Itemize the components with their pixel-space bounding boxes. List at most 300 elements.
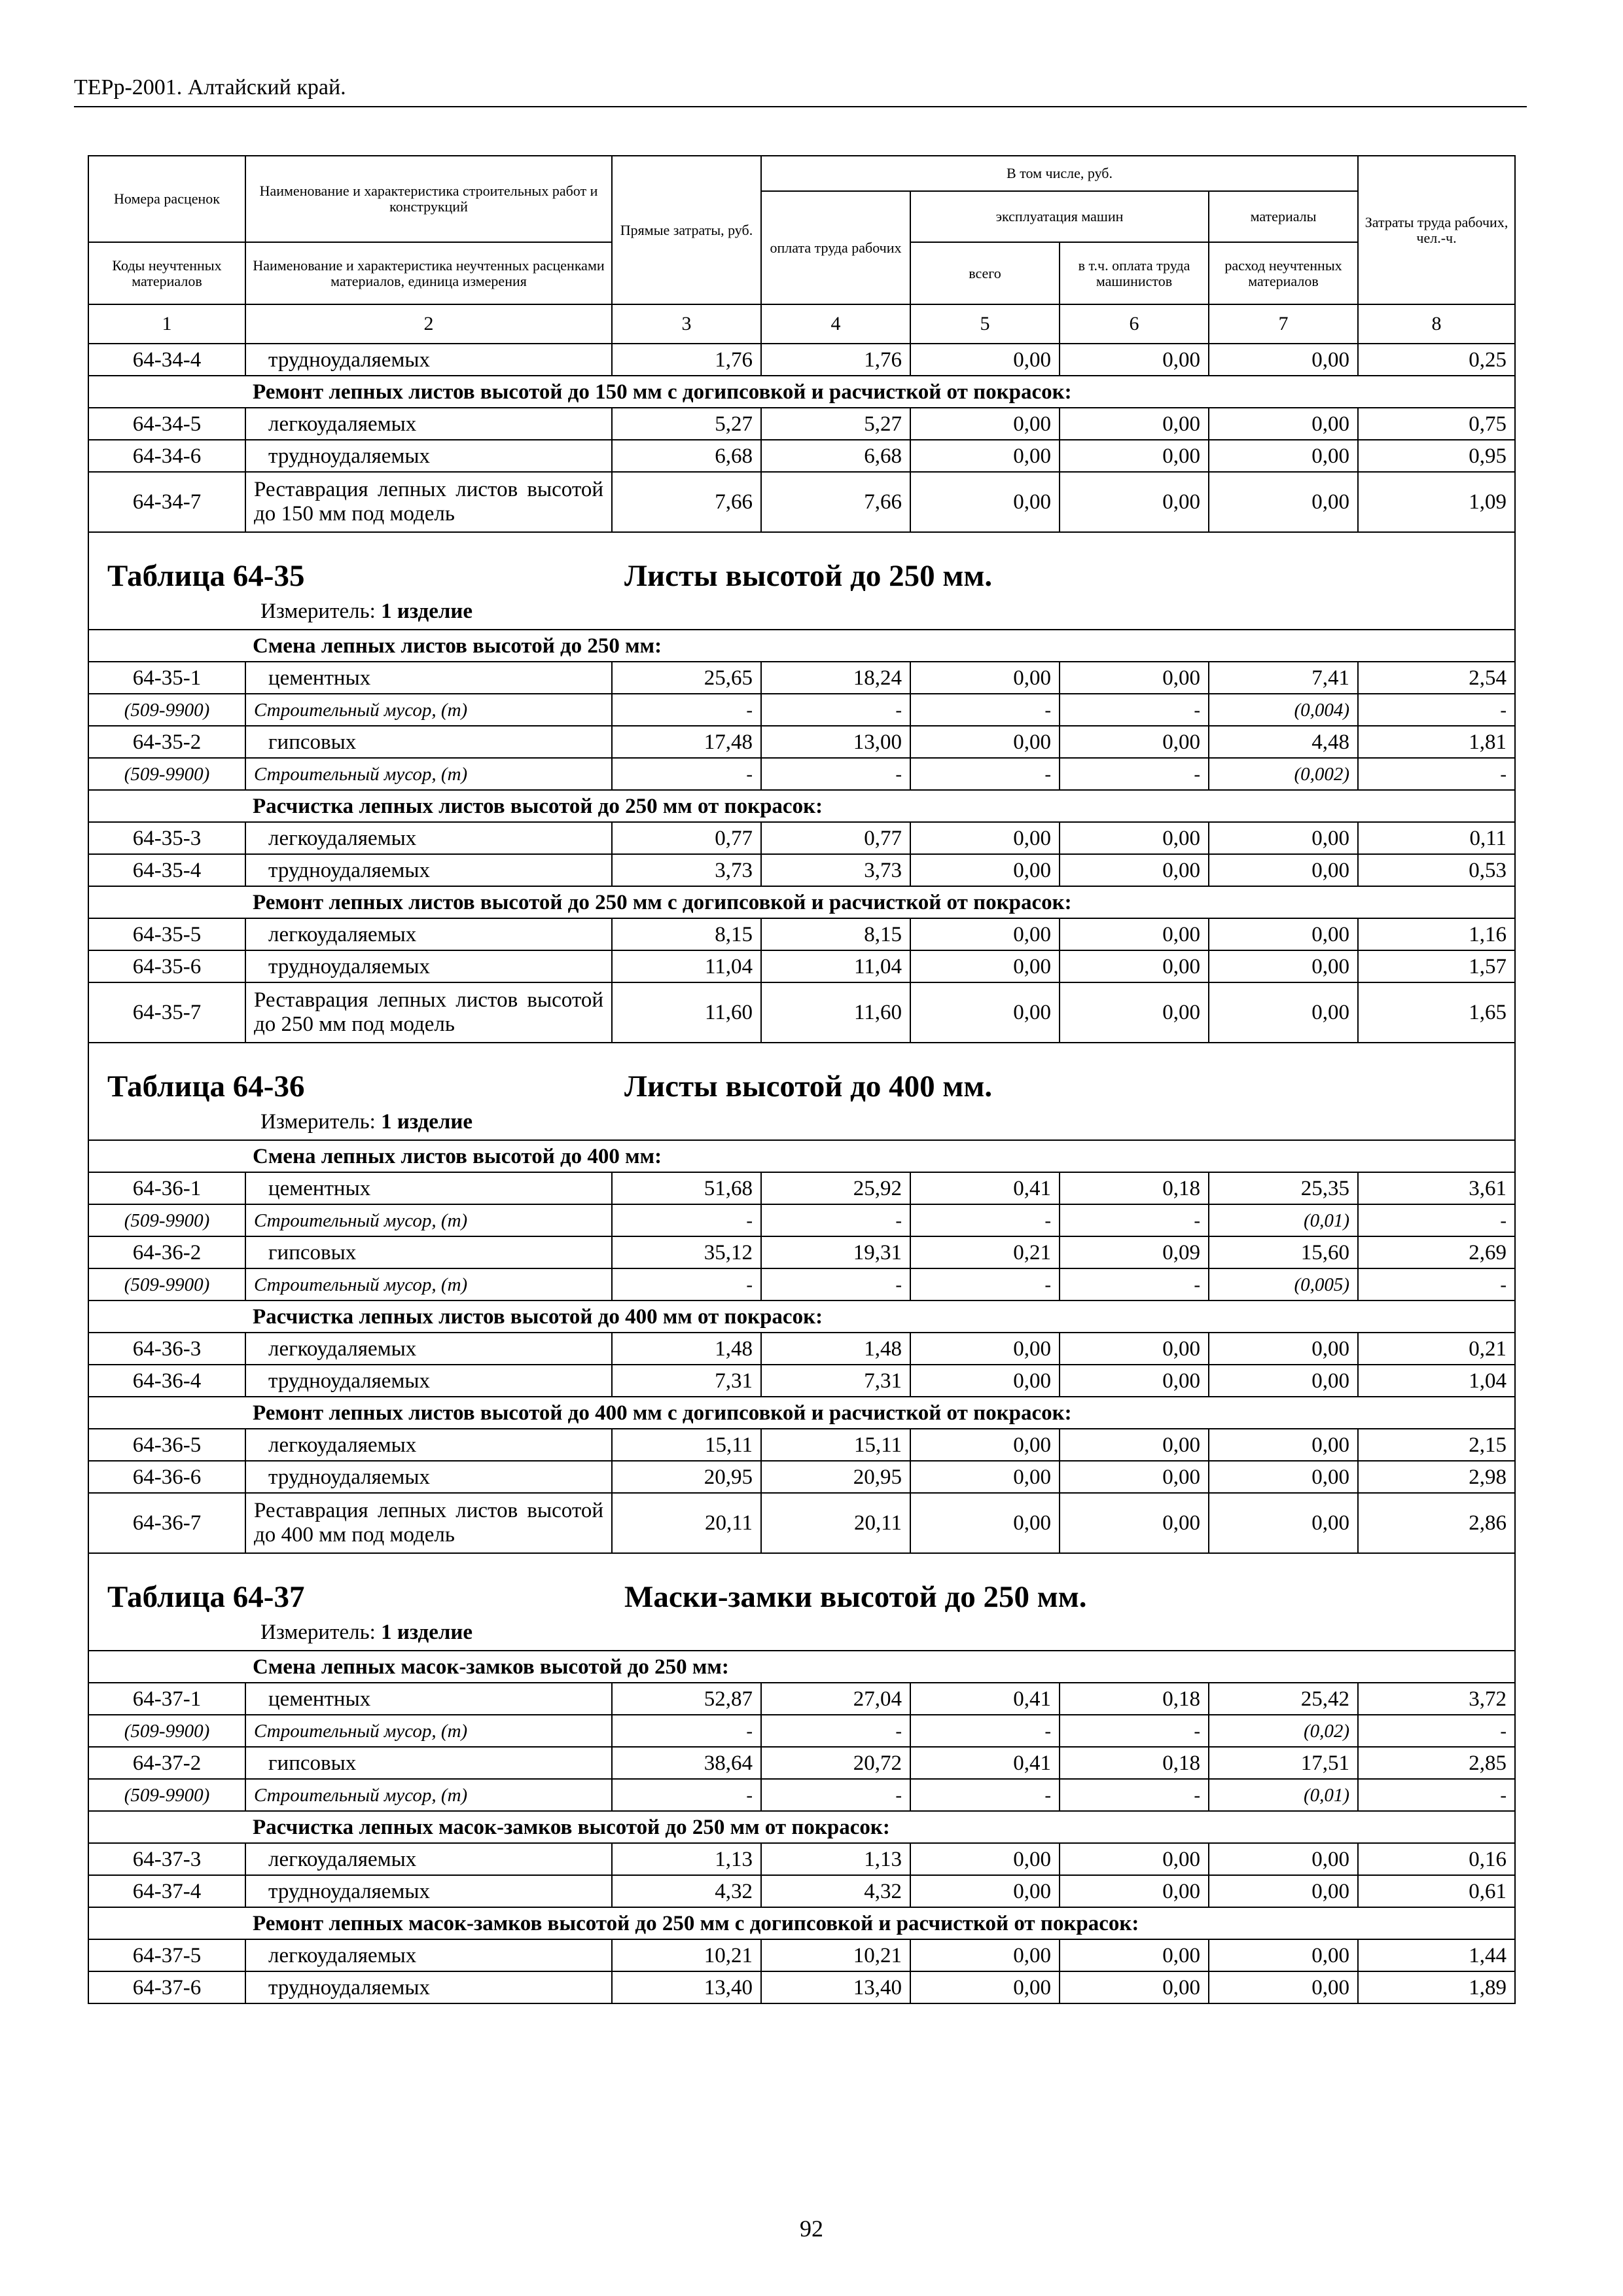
rate-row: [88, 408, 1515, 440]
value-cell: -: [612, 1268, 761, 1300]
rate-code: 64-34-6: [88, 440, 245, 472]
section-title: Расчистка лепных листов высотой до 250 мм от покрасок:: [88, 790, 1515, 822]
value-cell: 0,00: [910, 1971, 1060, 2003]
material-name: Строительный мусор, (т): [245, 1779, 612, 1811]
value-cell: 0,53: [1358, 854, 1515, 886]
section-row: [88, 1140, 1515, 1172]
material-row: [88, 1268, 1515, 1300]
value-cell: 1,89: [1358, 1971, 1515, 2003]
rate-code: 64-37-1: [88, 1683, 245, 1715]
value-cell: 6,68: [612, 440, 761, 472]
value-cell: 0,77: [612, 822, 761, 854]
rate-code: 64-36-2: [88, 1236, 245, 1268]
value-cell: 0,00: [910, 1843, 1060, 1875]
value-cell: 0,00: [1209, 408, 1358, 440]
value-cell: 19,31: [761, 1236, 910, 1268]
value-cell: 0,00: [1060, 854, 1209, 886]
table-header: [88, 156, 1515, 344]
header-material-names: Наименование и характеристика неучтенных расценками материалов, единица измерения: [245, 242, 612, 304]
measure-label: Измеритель:: [260, 1620, 376, 1644]
value-cell: (0,01): [1209, 1779, 1358, 1811]
value-cell: 0,00: [1209, 1971, 1358, 2003]
value-cell: 2,85: [1358, 1747, 1515, 1779]
rate-name: легкоудаляемых: [245, 918, 612, 950]
value-cell: 1,44: [1358, 1939, 1515, 1971]
value-cell: -: [761, 1204, 910, 1236]
measure-cell: [88, 593, 1515, 630]
value-cell: -: [612, 1715, 761, 1747]
measure-cell: [88, 1103, 1515, 1140]
rates-table: [88, 155, 1516, 2004]
rate-code: 64-36-3: [88, 1333, 245, 1365]
value-cell: 25,35: [1209, 1172, 1358, 1204]
value-cell: -: [1358, 1268, 1515, 1300]
rate-name: Реставрация лепных листов высотой до 250 мм под модель: [245, 982, 612, 1043]
value-cell: 20,95: [761, 1461, 910, 1493]
value-cell: -: [761, 694, 910, 726]
value-cell: -: [761, 1715, 910, 1747]
value-cell: 3,72: [1358, 1683, 1515, 1715]
value-cell: 0,00: [910, 950, 1060, 982]
material-code: (509-9900): [88, 1779, 245, 1811]
value-cell: 0,41: [910, 1747, 1060, 1779]
value-cell: 0,18: [1060, 1683, 1209, 1715]
column-number: 5: [910, 304, 1060, 344]
rate-name: цементных: [245, 1683, 612, 1715]
header-direct-costs: Прямые затраты, руб.: [612, 156, 761, 304]
value-cell: 10,21: [612, 1939, 761, 1971]
column-number: 3: [612, 304, 761, 344]
material-code: (509-9900): [88, 758, 245, 790]
value-cell: (0,01): [1209, 1204, 1358, 1236]
measure-unit: [97, 1109, 1507, 1134]
value-cell: 1,57: [1358, 950, 1515, 982]
value-cell: 35,12: [612, 1236, 761, 1268]
value-cell: 13,00: [761, 726, 910, 758]
value-cell: 0,00: [910, 1493, 1060, 1553]
measure-label: Измеритель:: [260, 1109, 376, 1134]
measure-value: 1 изделие: [381, 1620, 473, 1644]
value-cell: 17,51: [1209, 1747, 1358, 1779]
value-cell: 0,00: [1209, 1875, 1358, 1907]
value-cell: 0,18: [1060, 1747, 1209, 1779]
column-number: 6: [1060, 304, 1209, 344]
value-cell: 0,00: [910, 1939, 1060, 1971]
value-cell: 20,11: [761, 1493, 910, 1553]
value-cell: 0,00: [1060, 918, 1209, 950]
value-cell: 25,42: [1209, 1683, 1358, 1715]
value-cell: 0,00: [910, 1875, 1060, 1907]
value-cell: 1,48: [761, 1333, 910, 1365]
value-cell: -: [612, 1204, 761, 1236]
rate-name: гипсовых: [245, 726, 612, 758]
value-cell: 0,00: [1209, 440, 1358, 472]
header-total: всего: [910, 242, 1060, 304]
value-cell: 0,00: [910, 662, 1060, 694]
material-row: [88, 1779, 1515, 1811]
rate-code: 64-36-4: [88, 1365, 245, 1397]
value-cell: -: [910, 1779, 1060, 1811]
rate-row: [88, 1236, 1515, 1268]
material-name: Строительный мусор, (т): [245, 758, 612, 790]
value-cell: 1,76: [761, 344, 910, 376]
table-title: [89, 533, 1514, 593]
measure-cell: [88, 1614, 1515, 1651]
value-cell: -: [1060, 1779, 1209, 1811]
value-cell: 27,04: [761, 1683, 910, 1715]
rate-code: 64-35-5: [88, 918, 245, 950]
material-name: Строительный мусор, (т): [245, 1204, 612, 1236]
value-cell: 0,00: [1209, 1365, 1358, 1397]
rate-code: 64-34-7: [88, 472, 245, 532]
section-title: Расчистка лепных листов высотой до 400 мм от покрасок:: [88, 1300, 1515, 1333]
section-row: [88, 1300, 1515, 1333]
value-cell: 4,32: [612, 1875, 761, 1907]
value-cell: 0,00: [1060, 1365, 1209, 1397]
measure-row: [88, 593, 1515, 630]
measure-unit: [97, 599, 1507, 624]
value-cell: 1,81: [1358, 726, 1515, 758]
value-cell: (0,005): [1209, 1268, 1358, 1300]
rate-row: [88, 1747, 1515, 1779]
value-cell: 7,31: [612, 1365, 761, 1397]
value-cell: 0,16: [1358, 1843, 1515, 1875]
value-cell: 0,00: [1060, 950, 1209, 982]
rate-code: 64-35-4: [88, 854, 245, 886]
value-cell: 0,00: [910, 1429, 1060, 1461]
measure-label: Измеритель:: [260, 599, 376, 623]
value-cell: 11,04: [612, 950, 761, 982]
value-cell: 15,60: [1209, 1236, 1358, 1268]
value-cell: 0,00: [1209, 1461, 1358, 1493]
rate-row: [88, 1172, 1515, 1204]
value-cell: 0,00: [1060, 1429, 1209, 1461]
value-cell: -: [761, 1268, 910, 1300]
value-cell: -: [1060, 758, 1209, 790]
column-number: 2: [245, 304, 612, 344]
value-cell: 51,68: [612, 1172, 761, 1204]
value-cell: 0,00: [1060, 1461, 1209, 1493]
material-name: Строительный мусор, (т): [245, 1715, 612, 1747]
value-cell: 11,60: [612, 982, 761, 1043]
value-cell: 3,73: [612, 854, 761, 886]
value-cell: 1,13: [612, 1843, 761, 1875]
table-body: [88, 344, 1515, 2003]
header-in-total-of: В том числе, руб.: [761, 156, 1358, 191]
rate-row: [88, 1365, 1515, 1397]
table-title-cell: [88, 532, 1515, 593]
rate-row: [88, 982, 1515, 1043]
rate-code: 64-35-2: [88, 726, 245, 758]
rate-name: трудноудаляемых: [245, 950, 612, 982]
value-cell: 0,41: [910, 1683, 1060, 1715]
value-cell: -: [1358, 1779, 1515, 1811]
value-cell: 1,48: [612, 1333, 761, 1365]
rate-name: гипсовых: [245, 1747, 612, 1779]
rate-name: гипсовых: [245, 1236, 612, 1268]
column-number: 4: [761, 304, 910, 344]
section-title: Ремонт лепных листов высотой до 250 мм с догипсовкой и расчисткой от покрасок:: [88, 886, 1515, 918]
section-title: Расчистка лепных масок-замков высотой до 250 мм от покрасок:: [88, 1811, 1515, 1843]
value-cell: 25,65: [612, 662, 761, 694]
value-cell: 0,21: [910, 1236, 1060, 1268]
document-title: ТЕРр-2001. Алтайский край.: [74, 75, 346, 99]
value-cell: 0,00: [1209, 1333, 1358, 1365]
value-cell: 3,61: [1358, 1172, 1515, 1204]
value-cell: -: [612, 758, 761, 790]
value-cell: -: [1358, 1204, 1515, 1236]
value-cell: 0,00: [910, 1333, 1060, 1365]
value-cell: 1,65: [1358, 982, 1515, 1043]
rate-name: цементных: [245, 1172, 612, 1204]
value-cell: -: [1060, 1715, 1209, 1747]
rate-code: 64-37-6: [88, 1971, 245, 2003]
value-cell: 0,00: [1209, 1939, 1358, 1971]
value-cell: 7,41: [1209, 662, 1358, 694]
value-cell: 0,00: [910, 440, 1060, 472]
value-cell: 3,73: [761, 854, 910, 886]
section-title: Смена лепных листов высотой до 400 мм:: [88, 1140, 1515, 1172]
table-heading: Маски-замки высотой до 250 мм.: [624, 1580, 1087, 1614]
value-cell: 11,60: [761, 982, 910, 1043]
header-materials: материалы: [1209, 191, 1358, 242]
value-cell: 0,00: [1060, 1971, 1209, 2003]
value-cell: (0,002): [1209, 758, 1358, 790]
value-cell: -: [1060, 1268, 1209, 1300]
rate-row: [88, 662, 1515, 694]
column-number: 1: [88, 304, 245, 344]
value-cell: 0,00: [1209, 1493, 1358, 1553]
value-cell: 0,00: [910, 408, 1060, 440]
value-cell: 7,31: [761, 1365, 910, 1397]
header-material-usage: расход неучтенных материалов: [1209, 242, 1358, 304]
value-cell: -: [1060, 694, 1209, 726]
header-work-name: Наименование и характеристика строительных работ и конструкций: [245, 156, 612, 242]
value-cell: 0,00: [1060, 1875, 1209, 1907]
material-row: [88, 1204, 1515, 1236]
rate-row: [88, 1429, 1515, 1461]
value-cell: 0,00: [910, 726, 1060, 758]
rate-code: 64-35-1: [88, 662, 245, 694]
rate-row: [88, 822, 1515, 854]
value-cell: 2,69: [1358, 1236, 1515, 1268]
rate-name: трудноудаляемых: [245, 854, 612, 886]
value-cell: 0,18: [1060, 1172, 1209, 1204]
value-cell: 4,48: [1209, 726, 1358, 758]
value-cell: 0,00: [910, 918, 1060, 950]
rate-code: 64-35-3: [88, 822, 245, 854]
value-cell: 7,66: [761, 472, 910, 532]
table-title: [89, 1554, 1514, 1614]
value-cell: 15,11: [761, 1429, 910, 1461]
rate-row: [88, 950, 1515, 982]
value-cell: 0,00: [1209, 472, 1358, 532]
measure-value: 1 изделие: [381, 599, 473, 623]
table-heading: Листы высотой до 400 мм.: [624, 1069, 993, 1103]
value-cell: 0,00: [910, 822, 1060, 854]
value-cell: 0,00: [910, 1365, 1060, 1397]
column-number: 8: [1358, 304, 1515, 344]
material-code: (509-9900): [88, 1715, 245, 1747]
value-cell: -: [1358, 694, 1515, 726]
rate-code: 64-34-5: [88, 408, 245, 440]
rate-code: 64-37-3: [88, 1843, 245, 1875]
value-cell: 1,16: [1358, 918, 1515, 950]
value-cell: 0,00: [910, 344, 1060, 376]
table-title-row: [88, 1553, 1515, 1614]
value-cell: 0,75: [1358, 408, 1515, 440]
value-cell: 7,66: [612, 472, 761, 532]
section-row: [88, 1907, 1515, 1939]
table-title-row: [88, 532, 1515, 593]
value-cell: 13,40: [612, 1971, 761, 2003]
value-cell: 2,98: [1358, 1461, 1515, 1493]
rate-code: 64-35-6: [88, 950, 245, 982]
value-cell: -: [761, 1779, 910, 1811]
value-cell: 18,24: [761, 662, 910, 694]
material-code: (509-9900): [88, 694, 245, 726]
header-worker-pay: оплата труда рабочих: [761, 191, 910, 304]
section-title: Ремонт лепных листов высотой до 150 мм с догипсовкой и расчисткой от покрасок:: [88, 376, 1515, 408]
table-number: Таблица 64-35: [107, 559, 305, 593]
rate-row: [88, 1843, 1515, 1875]
value-cell: 10,21: [761, 1939, 910, 1971]
value-cell: -: [910, 1268, 1060, 1300]
rate-name: легкоудаляемых: [245, 1333, 612, 1365]
header-material-codes: Коды неучтенных материалов: [88, 242, 245, 304]
measure-row: [88, 1103, 1515, 1140]
value-cell: 20,11: [612, 1493, 761, 1553]
value-cell: 6,68: [761, 440, 910, 472]
rate-row: [88, 1333, 1515, 1365]
value-cell: -: [910, 1204, 1060, 1236]
value-cell: -: [1060, 1204, 1209, 1236]
value-cell: 1,13: [761, 1843, 910, 1875]
section-row: [88, 1397, 1515, 1429]
section-row: [88, 630, 1515, 662]
header-machinist-pay: в т.ч. оплата труда машинистов: [1060, 242, 1209, 304]
value-cell: 0,21: [1358, 1333, 1515, 1365]
rate-name: легкоудаляемых: [245, 1939, 612, 1971]
rate-name: трудноудаляемых: [245, 1365, 612, 1397]
rate-name: Реставрация лепных листов высотой до 400 мм под модель: [245, 1493, 612, 1553]
value-cell: 20,95: [612, 1461, 761, 1493]
value-cell: -: [1358, 1715, 1515, 1747]
value-cell: 11,04: [761, 950, 910, 982]
rate-code: 64-34-4: [88, 344, 245, 376]
value-cell: 0,00: [1060, 1843, 1209, 1875]
value-cell: -: [612, 1779, 761, 1811]
value-cell: 0,11: [1358, 822, 1515, 854]
value-cell: 0,00: [910, 472, 1060, 532]
table-title-row: [88, 1043, 1515, 1103]
rate-name: трудноудаляемых: [245, 440, 612, 472]
rate-code: 64-36-1: [88, 1172, 245, 1204]
rate-name: легкоудаляемых: [245, 1429, 612, 1461]
value-cell: 0,00: [1209, 1843, 1358, 1875]
material-row: [88, 758, 1515, 790]
rate-name: легкоудаляемых: [245, 408, 612, 440]
page-number: 92: [800, 2215, 823, 2242]
value-cell: 0,00: [1060, 440, 1209, 472]
value-cell: 0,00: [1060, 1333, 1209, 1365]
table-number: Таблица 64-37: [107, 1580, 305, 1614]
value-cell: 1,04: [1358, 1365, 1515, 1397]
value-cell: 0,00: [1209, 950, 1358, 982]
page-header: [74, 73, 1527, 107]
value-cell: 5,27: [761, 408, 910, 440]
rate-name: трудноудаляемых: [245, 344, 612, 376]
rate-row: [88, 1493, 1515, 1553]
value-cell: -: [1358, 758, 1515, 790]
value-cell: -: [761, 758, 910, 790]
rate-name: легкоудаляемых: [245, 822, 612, 854]
value-cell: -: [910, 758, 1060, 790]
rate-row: [88, 472, 1515, 532]
value-cell: 0,00: [1060, 1939, 1209, 1971]
value-cell: -: [910, 1715, 1060, 1747]
value-cell: 0,00: [1060, 726, 1209, 758]
header-price-numbers: Номера расценок: [88, 156, 245, 242]
rate-name: трудноудаляемых: [245, 1875, 612, 1907]
rate-code: 64-36-7: [88, 1493, 245, 1553]
section-row: [88, 1651, 1515, 1683]
column-number: 7: [1209, 304, 1358, 344]
value-cell: 0,00: [1060, 344, 1209, 376]
table-heading: Листы высотой до 250 мм.: [624, 559, 993, 593]
value-cell: 0,00: [1209, 344, 1358, 376]
rate-code: 64-37-2: [88, 1747, 245, 1779]
rate-row: [88, 1683, 1515, 1715]
header-labor-costs: Затраты труда рабочих, чел.-ч.: [1358, 156, 1515, 304]
value-cell: 0,25: [1358, 344, 1515, 376]
rate-name: Реставрация лепных листов высотой до 150 мм под модель: [245, 472, 612, 532]
value-cell: 0,00: [1060, 982, 1209, 1043]
value-cell: (0,02): [1209, 1715, 1358, 1747]
section-title: Ремонт лепных листов высотой до 400 мм с догипсовкой и расчисткой от покрасок:: [88, 1397, 1515, 1429]
material-row: [88, 1715, 1515, 1747]
value-cell: 0,00: [910, 982, 1060, 1043]
material-code: (509-9900): [88, 1268, 245, 1300]
header-machine-operation: эксплуатация машин: [910, 191, 1209, 242]
value-cell: 5,27: [612, 408, 761, 440]
value-cell: 15,11: [612, 1429, 761, 1461]
rate-row: [88, 1461, 1515, 1493]
value-cell: 0,00: [1060, 408, 1209, 440]
table-title: [89, 1043, 1514, 1103]
rate-row: [88, 1939, 1515, 1971]
rate-name: трудноудаляемых: [245, 1971, 612, 2003]
section-row: [88, 376, 1515, 408]
value-cell: 0,00: [1060, 662, 1209, 694]
rate-name: легкоудаляемых: [245, 1843, 612, 1875]
table-title-cell: [88, 1553, 1515, 1614]
rate-code: 64-37-4: [88, 1875, 245, 1907]
value-cell: 0,00: [1209, 822, 1358, 854]
value-cell: 0,00: [1060, 1493, 1209, 1553]
material-code: (509-9900): [88, 1204, 245, 1236]
value-cell: 17,48: [612, 726, 761, 758]
value-cell: 4,32: [761, 1875, 910, 1907]
value-cell: 0,41: [910, 1172, 1060, 1204]
measure-row: [88, 1614, 1515, 1651]
rate-row: [88, 918, 1515, 950]
rate-code: 64-36-5: [88, 1429, 245, 1461]
value-cell: 0,00: [910, 854, 1060, 886]
table-title-cell: [88, 1043, 1515, 1103]
value-cell: 1,09: [1358, 472, 1515, 532]
material-name: Строительный мусор, (т): [245, 1268, 612, 1300]
